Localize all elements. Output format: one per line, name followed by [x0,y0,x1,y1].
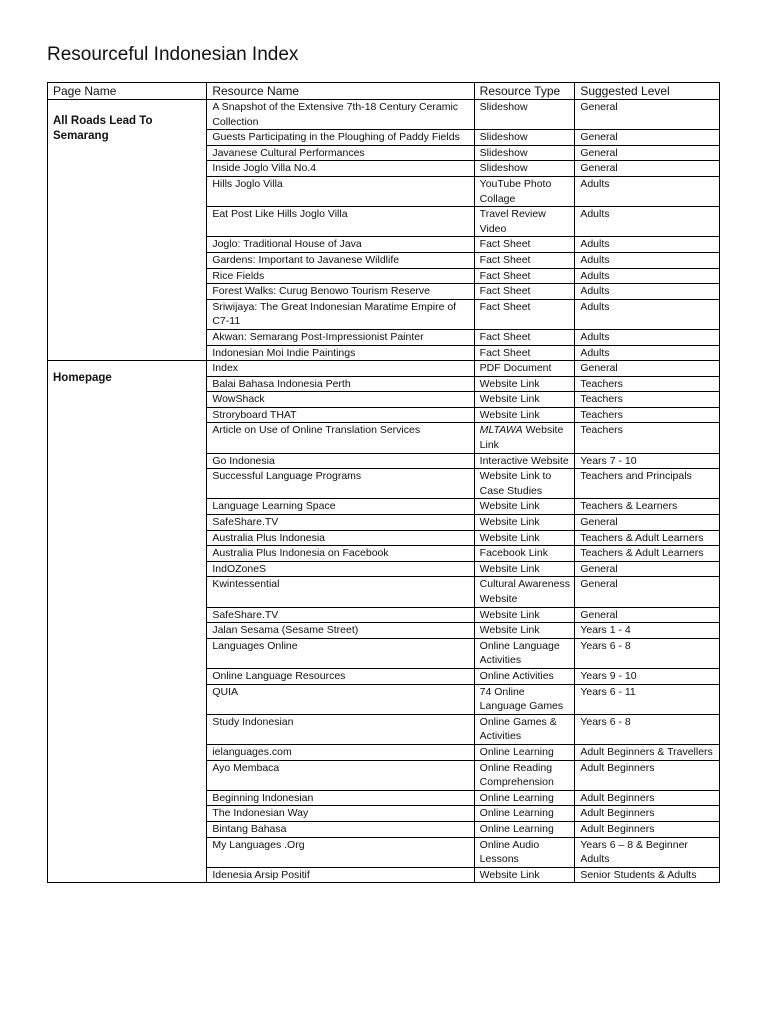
suggested-level-cell: Years 6 - 8 [575,638,720,668]
resource-type-cell: Online Activities [474,668,575,684]
resource-type-cell: 74 Online Language Games [474,684,575,714]
resource-type-cell: Website Link [474,561,575,577]
resource-name-cell: Kwintessential [207,577,474,607]
resource-name-cell: Go Indonesia [207,453,474,469]
suggested-level-cell: Teachers [575,376,720,392]
suggested-level-cell: Adult Beginners [575,806,720,822]
page-name-cell [48,100,207,361]
resource-name-cell: Beginning Indonesian [207,790,474,806]
resource-name-cell: A Snapshot of the Extensive 7th-18 Century Ceramic Collection [207,100,474,130]
resource-type-cell: Website Link [474,867,575,883]
resource-type-cell: Interactive Website [474,453,575,469]
header-page-name: Page Name [48,83,207,100]
page-name-label: Homepage [53,372,112,385]
suggested-level-cell: Adults [575,268,720,284]
resource-type-cell: Slideshow [474,161,575,177]
suggested-level-cell: General [575,607,720,623]
resource-name-cell: Gardens: Important to Javanese Wildlife [207,252,474,268]
suggested-level-cell: Adults [575,329,720,345]
resource-type-cell: Slideshow [474,145,575,161]
resource-name-cell: The Indonesian Way [207,806,474,822]
resource-name-cell: Languages Online [207,638,474,668]
resource-type-cell: Fact Sheet [474,237,575,253]
resource-name-cell: Australia Plus Indonesia on Facebook [207,546,474,562]
suggested-level-cell: Years 6 - 8 [575,714,720,744]
resource-type-cell: Website Link [474,623,575,639]
resource-type-cell: Fact Sheet [474,284,575,300]
resource-type-cell: Fact Sheet [474,345,575,361]
suggested-level-cell: Adults [575,176,720,206]
resource-name-cell: Stroryboard THAT [207,407,474,423]
resource-name-cell: Eat Post Like Hills Joglo Villa [207,207,474,237]
suggested-level-cell: Adults [575,284,720,300]
suggested-level-cell: Adult Beginners [575,760,720,790]
resource-type-cell: Cultural Awareness Website [474,577,575,607]
resource-type-cell: Online Learning [474,806,575,822]
resource-name-cell: SafeShare.TV [207,607,474,623]
resource-type-cell: Website Link [474,392,575,408]
resource-name-cell: Online Language Resources [207,668,474,684]
resource-type-cell: Website Link [474,376,575,392]
resource-name-cell: Hills Joglo Villa [207,176,474,206]
resource-type-cell: Fact Sheet [474,299,575,329]
header-resource-name: Resource Name [207,83,474,100]
suggested-level-cell: Adults [575,252,720,268]
suggested-level-cell: Years 6 – 8 & Beginner Adults [575,837,720,867]
suggested-level-cell: Teachers [575,407,720,423]
suggested-level-cell: Teachers [575,423,720,453]
resource-name-cell: Australia Plus Indonesia [207,530,474,546]
resource-name-cell: Ayo Membaca [207,760,474,790]
resource-name-cell: Successful Language Programs [207,469,474,499]
resource-name-cell: ielanguages.com [207,744,474,760]
suggested-level-cell: Teachers & Adult Learners [575,546,720,562]
resource-type-cell: Online Games & Activities [474,714,575,744]
resource-name-cell: WowShack [207,392,474,408]
resource-type-cell: YouTube Photo Collage [474,176,575,206]
resource-type-cell: Fact Sheet [474,329,575,345]
suggested-level-cell: Teachers & Learners [575,499,720,515]
resource-type-cell: Fact Sheet [474,268,575,284]
resource-name-cell: Balai Bahasa Indonesia Perth [207,376,474,392]
suggested-level-cell: Years 1 - 4 [575,623,720,639]
resource-name-cell: Forest Walks: Curug Benowo Tourism Reserve [207,284,474,300]
resource-name-cell: Joglo: Traditional House of Java [207,237,474,253]
resource-type-cell: Online Learning [474,744,575,760]
resource-type-cell: Website Link to Case Studies [474,469,575,499]
resource-name-cell: Language Learning Space [207,499,474,515]
resource-name-cell: Guests Participating in the Ploughing of Paddy Fields [207,130,474,146]
resource-name-cell: Rice Fields [207,268,474,284]
resource-name-cell: Jalan Sesama (Sesame Street) [207,623,474,639]
resource-name-cell: Sriwijaya: The Great Indonesian Maratime Empire of C7-11 [207,299,474,329]
suggested-level-cell: Teachers & Adult Learners [575,530,720,546]
suggested-level-cell: Adults [575,207,720,237]
resource-name-cell: Bintang Bahasa [207,821,474,837]
suggested-level-cell: Teachers [575,392,720,408]
page-name-label: All Roads Lead To Semarang [53,115,153,142]
resource-name-cell: Inside Joglo Villa No.4 [207,161,474,177]
suggested-level-cell: General [575,130,720,146]
resource-name-cell: Idenesia Arsip Positif [207,867,474,883]
resource-type-cell: Fact Sheet [474,252,575,268]
suggested-level-cell: General [575,145,720,161]
resource-name-cell: SafeShare.TV [207,515,474,531]
suggested-level-cell: General [575,161,720,177]
suggested-level-cell: Adult Beginners & Travellers [575,744,720,760]
suggested-level-cell: General [575,100,720,130]
suggested-level-cell: General [575,561,720,577]
resource-type-cell: Website Link [474,530,575,546]
suggested-level-cell: Years 6 - 11 [575,684,720,714]
header-resource-type: Resource Type [474,83,575,100]
resource-type-cell: Website Link [474,515,575,531]
resource-type-cell: PDF Document [474,361,575,377]
resource-name-cell: IndOZoneS [207,561,474,577]
suggested-level-cell: Years 7 - 10 [575,453,720,469]
resource-type-cell: Online Language Activities [474,638,575,668]
suggested-level-cell: Senior Students & Adults [575,867,720,883]
resource-type-cell: Website Link [474,499,575,515]
resource-type-cell: MLTAWA Website Link [474,423,575,453]
suggested-level-cell: Adults [575,237,720,253]
header-suggested-level: Suggested Level [575,83,720,100]
resource-name-cell: Article on Use of Online Translation Services [207,423,474,453]
resource-type-cell: Website Link [474,407,575,423]
resource-type-cell: Online Audio Lessons [474,837,575,867]
suggested-level-cell: Adult Beginners [575,821,720,837]
header-row [48,83,720,100]
table-body [48,100,720,883]
suggested-level-cell: General [575,515,720,531]
suggested-level-cell: Adults [575,345,720,361]
resource-type-cell: Travel Review Video [474,207,575,237]
resource-type-cell: Website Link [474,607,575,623]
resource-name-cell: Index [207,361,474,377]
resource-type-cell: Online Reading Comprehension [474,760,575,790]
suggested-level-cell: Adult Beginners [575,790,720,806]
suggested-level-cell: Years 9 - 10 [575,668,720,684]
resource-name-cell: Akwan: Semarang Post-Impressionist Painter [207,329,474,345]
suggested-level-cell: General [575,361,720,377]
resource-name-cell: Study Indonesian [207,714,474,744]
resource-type-cell: Online Learning [474,790,575,806]
suggested-level-cell: Teachers and Principals [575,469,720,499]
suggested-level-cell: Adults [575,299,720,329]
resource-index-table [47,82,720,883]
resource-name-cell: My Languages .Org [207,837,474,867]
resource-type-cell: Facebook Link [474,546,575,562]
table-row [48,361,720,377]
resource-name-cell: Indonesian Moi Indie Paintings [207,345,474,361]
resource-type-cell: Slideshow [474,100,575,130]
resource-name-cell: Javanese Cultural Performances [207,145,474,161]
page-name-cell [48,361,207,883]
resource-type-cell: Online Learning [474,821,575,837]
suggested-level-cell: General [575,577,720,607]
table-row [48,100,720,130]
resource-type-cell: Slideshow [474,130,575,146]
resource-name-cell: QUIA [207,684,474,714]
document-title: Resourceful Indonesian Index [47,44,299,65]
